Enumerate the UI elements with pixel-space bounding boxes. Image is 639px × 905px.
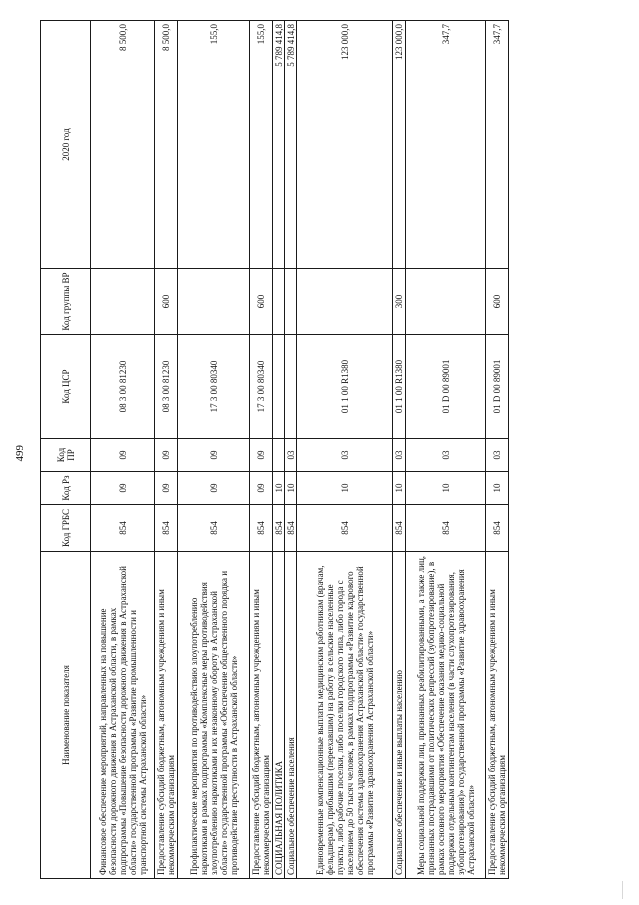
table-cell-rz: 10 bbox=[406, 472, 486, 505]
table-cell-grbs: 854 bbox=[406, 505, 486, 552]
header-cell: Код ЦСР bbox=[41, 335, 91, 439]
table-cell-rz: 09 bbox=[250, 472, 273, 505]
table-cell-vr bbox=[178, 269, 250, 335]
table-cell-pr: 09 bbox=[178, 439, 250, 472]
table-cell-name: Профилактические мероприятия по противодействию злоупотреблению наркотиками в рамках подпрограммы «Комплексные меры противодействия злоупотреблению наркотиками и их незаконному обороту в Астраханской области» государственной программы «Обеспечение общественного порядка и противодействие преступности в Астраханской области» bbox=[178, 552, 250, 879]
table-cell-csr: 01 D 00 89001 bbox=[406, 335, 486, 439]
table-cell-csr bbox=[273, 335, 285, 439]
table-cell-name: Предоставление субсидий бюджетным, автономным учреждениям и иным некоммерческим организациям bbox=[486, 552, 509, 879]
table-cell-grbs: 854 bbox=[155, 505, 178, 552]
table-cell-csr: 17 3 00 80340 bbox=[250, 335, 273, 439]
header-cell: Код Рз bbox=[41, 472, 91, 505]
table-cell-name: Финансовое обеспечение мероприятий, направленных на повышение безопасности дорожного движения в Астраханской области, в рамках подпрограммы «Повышение безопасности дорожного движения в Астраханской области» государственной программы «Развитие промышленности и транспортной системы Астраханской области» bbox=[91, 552, 155, 879]
table-cell-grbs: 854 bbox=[273, 505, 285, 552]
table-row bbox=[91, 21, 155, 879]
table-cell-grbs: 854 bbox=[285, 505, 297, 552]
table-cell-pr: 03 bbox=[285, 439, 297, 472]
table-cell-pr: 09 bbox=[91, 439, 155, 472]
header-cell: Код группы ВР bbox=[41, 269, 91, 335]
table-cell-amount: 155,0 bbox=[178, 21, 250, 269]
table-cell-pr: 03 bbox=[393, 439, 406, 472]
table-cell-amount: 8 500,0 bbox=[155, 21, 178, 269]
table-cell-csr: 08 3 00 81230 bbox=[155, 335, 178, 439]
table-cell-grbs: 854 bbox=[486, 505, 509, 552]
table-row bbox=[273, 21, 285, 879]
table-cell-amount: 155,0 bbox=[250, 21, 273, 269]
table-cell-grbs: 854 bbox=[393, 505, 406, 552]
table-row bbox=[486, 21, 509, 879]
table-row bbox=[406, 21, 486, 879]
table-cell-csr: 01 1 00 R1380 bbox=[297, 335, 393, 439]
table-row bbox=[285, 21, 297, 879]
table-cell-pr: 09 bbox=[155, 439, 178, 472]
table-row bbox=[178, 21, 250, 879]
page-number: 499 bbox=[14, 445, 26, 462]
table-cell-amount: 347,7 bbox=[486, 21, 509, 269]
table-cell-name: Предоставление субсидий бюджетным, автономным учреждениям и иным некоммерческим организациям bbox=[155, 552, 178, 879]
table-cell-name: Социальное обеспечение населения bbox=[285, 552, 297, 879]
table-cell-amount: 5 789 414,8 bbox=[285, 21, 297, 269]
header-cell: 2020 год bbox=[41, 21, 91, 269]
budget-table bbox=[40, 20, 509, 879]
table-cell-vr: 600 bbox=[155, 269, 178, 335]
table-cell-grbs: 854 bbox=[250, 505, 273, 552]
table-cell-name: СОЦИАЛЬНАЯ ПОЛИТИКА bbox=[273, 552, 285, 879]
table-cell-csr: 08 3 00 81230 bbox=[91, 335, 155, 439]
table-cell-vr bbox=[406, 269, 486, 335]
table-cell-rz: 10 bbox=[297, 472, 393, 505]
table-cell-pr: 03 bbox=[297, 439, 393, 472]
table-row bbox=[155, 21, 178, 879]
table-cell-rz: 10 bbox=[285, 472, 297, 505]
table-cell-name: Единовременные компенсационные выплаты медицинским работникам (врачам, фельдшерам), прибывшим (переехавшим) на работу в сельские населенные пункты, либо рабочие поселки, либо поселки городского типа, либо города с населением до 50 тысяч человек, в рамках подпрограммы «Развитие кадрового обеспечения системы здравоохранения Астраханской области» государственной программы «Развитие здравоохранения Астраханской области» bbox=[297, 552, 393, 879]
table-row bbox=[297, 21, 393, 879]
header-cell: Код ПР bbox=[41, 439, 91, 472]
table-cell-vr bbox=[297, 269, 393, 335]
table-cell-vr bbox=[91, 269, 155, 335]
table-cell-name: Меры социальной поддержки лиц, признанных реабилитированными, а также лиц, признанных пострадавшими от политических репрессий (зубопротезирование), в рамках основного мероприятия «Обеспечение оказания медико-социальной поддержки отдельным контингентам населения (в части слухопротезирования, зубопротезирования)» государственной программы «Развитие здравоохранения Астраханской области» bbox=[406, 552, 486, 879]
table-cell-csr bbox=[285, 335, 297, 439]
table-cell-pr: 03 bbox=[486, 439, 509, 472]
table-cell-amount: 8 500,0 bbox=[91, 21, 155, 269]
table-cell-amount: 347,7 bbox=[406, 21, 486, 269]
table-cell-csr: 01 1 00 R1380 bbox=[393, 335, 406, 439]
table-cell-vr: 600 bbox=[486, 269, 509, 335]
table-cell-grbs: 854 bbox=[178, 505, 250, 552]
table-cell-rz: 09 bbox=[155, 472, 178, 505]
table-cell-vr: 600 bbox=[250, 269, 273, 335]
table-cell-csr: 17 3 00 80340 bbox=[178, 335, 250, 439]
table-cell-amount: 123 000,0 bbox=[297, 21, 393, 269]
table-cell-csr: 01 D 00 89001 bbox=[486, 335, 509, 439]
table-cell-rz: 10 bbox=[273, 472, 285, 505]
table-cell-rz: 10 bbox=[486, 472, 509, 505]
table-cell-vr: 300 bbox=[393, 269, 406, 335]
table-cell-pr: 03 bbox=[406, 439, 486, 472]
table-cell-amount: 5 789 414,8 bbox=[273, 21, 285, 269]
table-cell-amount: 123 000,0 bbox=[393, 21, 406, 269]
table-cell-pr: 09 bbox=[250, 439, 273, 472]
table-cell-grbs: 854 bbox=[91, 505, 155, 552]
table-cell-name: Социальное обеспечение и иные выплаты населению bbox=[393, 552, 406, 879]
table-cell-name: Предоставление субсидий бюджетным, автономным учреждениям и иным некоммерческим организациям bbox=[250, 552, 273, 879]
table-cell-grbs: 854 bbox=[297, 505, 393, 552]
corner-mark: ——— bbox=[620, 881, 626, 899]
table-cell-vr bbox=[285, 269, 297, 335]
table-cell-vr bbox=[273, 269, 285, 335]
table-header-row bbox=[41, 21, 91, 879]
table-cell-pr bbox=[273, 439, 285, 472]
header-cell: Код ГРБС bbox=[41, 505, 91, 552]
table-cell-rz: 09 bbox=[178, 472, 250, 505]
table-cell-rz: 10 bbox=[393, 472, 406, 505]
table-row bbox=[250, 21, 273, 879]
table-cell-rz: 09 bbox=[91, 472, 155, 505]
header-cell: Наименование показателя bbox=[41, 552, 91, 879]
table-row bbox=[393, 21, 406, 879]
